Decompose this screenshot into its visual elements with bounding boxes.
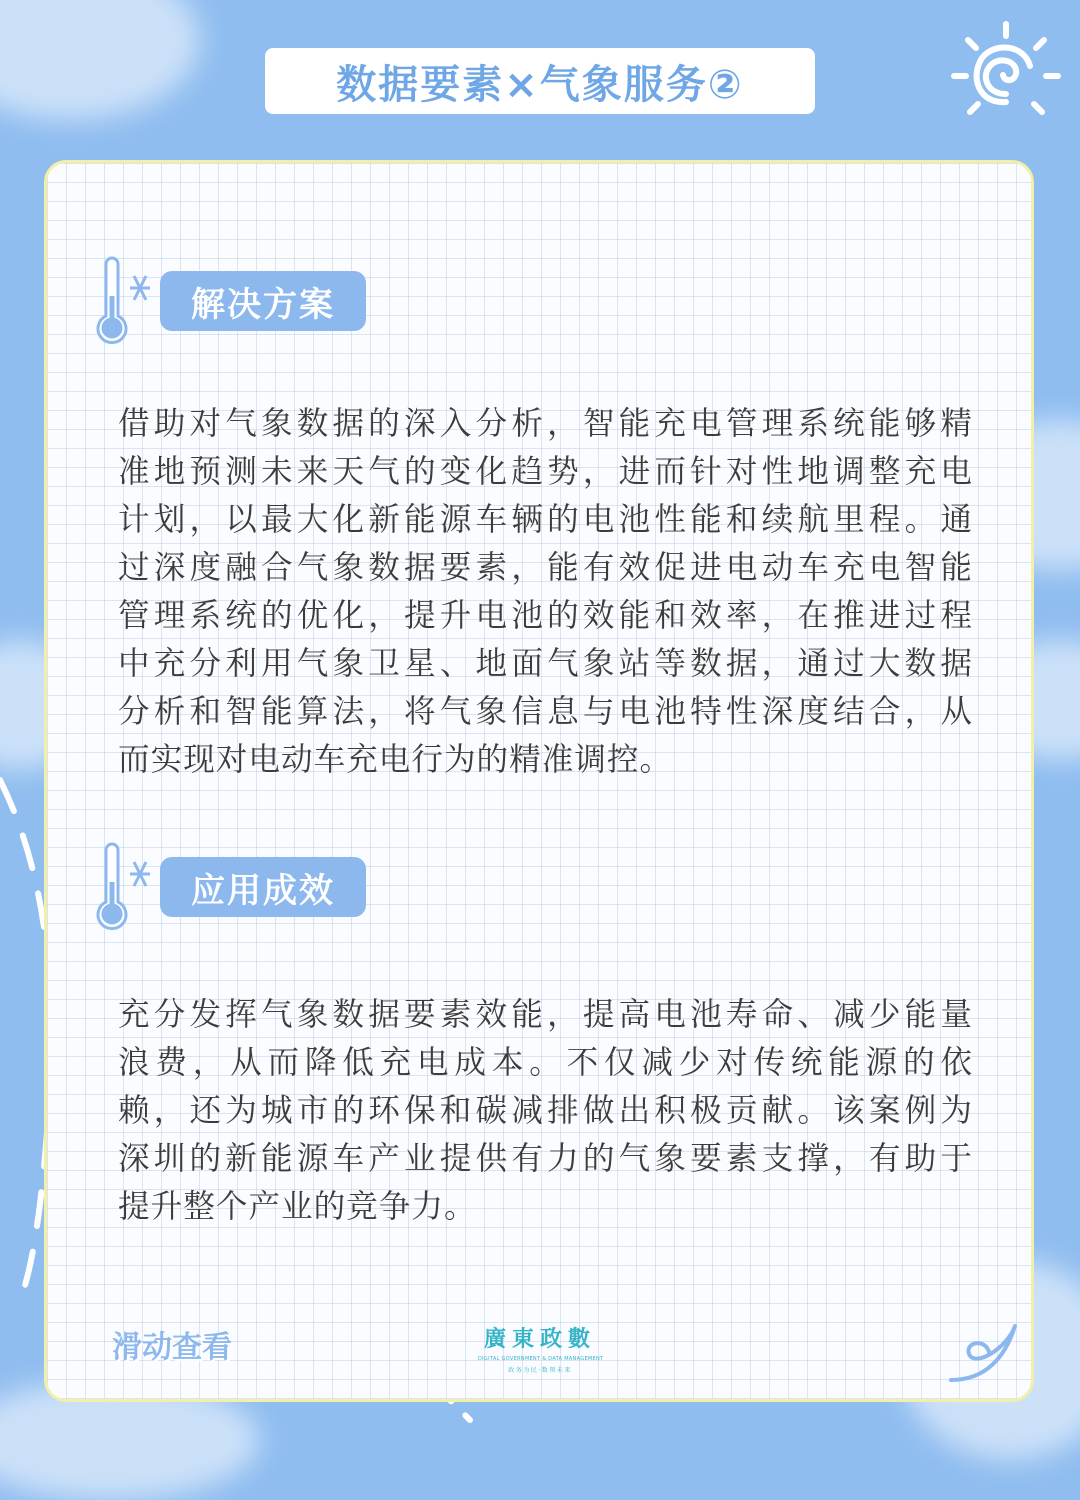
paragraph-line: 提升整个产业的竞争力。 xyxy=(118,1189,477,1225)
title-banner xyxy=(265,48,815,114)
paragraph-line: 充分发挥气象数据要素效能，提高电池寿命、减少能量 xyxy=(118,997,973,1033)
thermometer-icon xyxy=(88,842,150,932)
paragraph-line: 过深度融合气象数据要素，能有效促进电动车充电智能 xyxy=(118,550,973,586)
section-heading-solution xyxy=(88,256,366,346)
paragraph-line: 分析和智能算法，将气象信息与电池特性深度结合，从 xyxy=(118,694,973,730)
logo-english: DIGITAL GOVERNMENT & DATA MANAGEMENT xyxy=(478,1356,604,1362)
section-heading-text: 解决方案 xyxy=(191,284,335,325)
slide-hint: 滑动查看 xyxy=(112,1330,232,1365)
logo-slogan: 政务为民·数领未来 xyxy=(508,1367,572,1374)
logo-title: 廣東政數 xyxy=(483,1326,596,1352)
page-title: 数据要素×气象服务② xyxy=(336,61,744,108)
paragraph-line: 准地预测未来天气的变化趋势，进而针对性地调整充电 xyxy=(118,454,973,490)
section-label-pill xyxy=(160,857,366,917)
paragraph-line: 浪费，从而降低充电成本。不仅减少对传统能源的依 xyxy=(118,1045,973,1081)
paragraph-line: 计划，以最大化新能源车辆的电池性能和续航里程。通 xyxy=(118,502,973,538)
paragraph-line: 而实现对电动车充电行为的精准调控。 xyxy=(118,742,673,778)
paragraph-results xyxy=(118,991,973,1231)
section-heading-text: 应用成效 xyxy=(191,870,335,911)
section-heading-results xyxy=(88,842,366,932)
thermometer-icon xyxy=(88,256,150,346)
paragraph-line: 中充分利用气象卫星、地面气象站等数据，通过大数据 xyxy=(118,646,973,682)
sun-icon xyxy=(948,16,1064,126)
paragraph-solution xyxy=(118,400,973,784)
section-label-pill xyxy=(160,271,366,331)
paragraph-line: 赖，还为城市的环保和碳减排做出积极贡献。该案例为 xyxy=(118,1093,973,1129)
squiggle-icon xyxy=(945,1318,1025,1388)
brand-logo xyxy=(478,1322,602,1374)
paragraph-line: 深圳的新能源车产业提供有力的气象要素支撑，有助于 xyxy=(118,1141,973,1177)
paragraph-line: 借助对气象数据的深入分析，智能充电管理系统能够精 xyxy=(118,406,973,442)
paragraph-line: 管理系统的优化，提升电池的效能和效率，在推进过程 xyxy=(118,598,973,634)
